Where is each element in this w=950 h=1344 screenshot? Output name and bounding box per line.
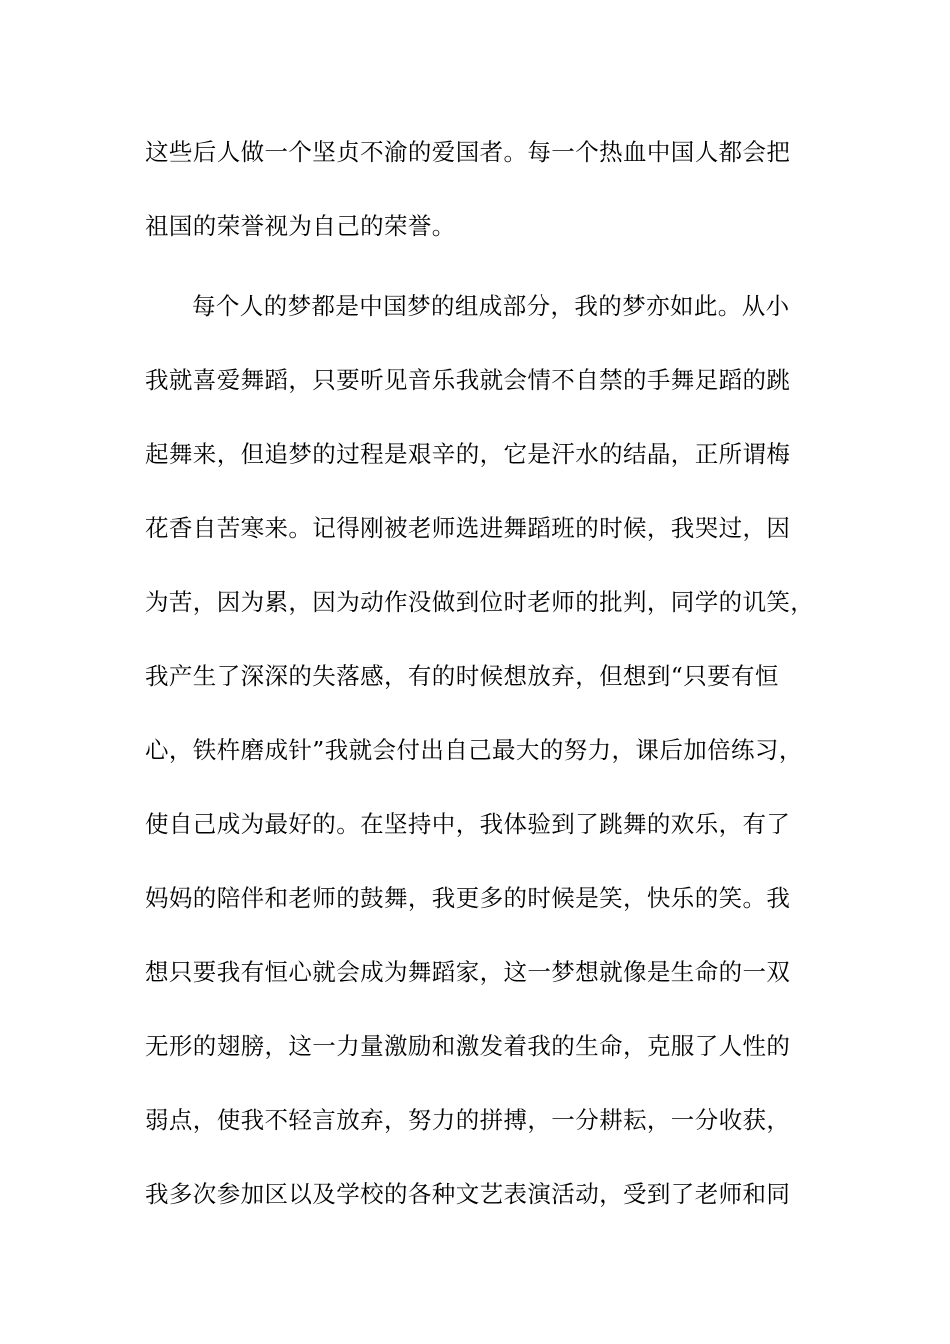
text-line-2: 祖国的荣誉视为自己的荣誉。 [145, 212, 456, 240]
paragraph-start-line: 每个人的梦都是中国梦的组成部分，我的梦亦如此。从小 [192, 292, 790, 320]
text-line-9: 心，铁杵磨成针”我就会付出自己最大的努力，课后加倍练习， [145, 736, 803, 764]
text-line-4: 我就喜爱舞蹈，只要听见音乐我就会情不自禁的手舞足蹈的跳 [145, 366, 791, 394]
text-line-6: 花香自苦寒来。记得刚被老师选进舞蹈班的时候，我哭过，因 [145, 514, 791, 542]
text-line-7: 为苦，因为累，因为动作没做到位时老师的批判，同学的讥笑， [145, 588, 815, 616]
text-line-5: 起舞来，但追梦的过程是艰辛的，它是汗水的结晶，正所谓梅 [145, 440, 791, 468]
text-line-1: 这些后人做一个坚贞不渝的爱国者。每一个热血中国人都会把 [145, 138, 791, 166]
text-line-14: 弱点，使我不轻言放弃，努力的拼搏，一分耕耘，一分收获， [145, 1106, 791, 1134]
text-line-11: 妈妈的陪伴和老师的鼓舞，我更多的时候是笑，快乐的笑。我 [145, 884, 791, 912]
text-line-13: 无形的翅膀，这一力量激励和激发着我的生命，克服了人性的 [145, 1032, 791, 1060]
text-line-12: 想只要我有恒心就会成为舞蹈家，这一梦想就像是生命的一双 [145, 958, 791, 986]
text-line-10: 使自己成为最好的。在坚持中，我体验到了跳舞的欢乐，有了 [145, 810, 791, 838]
document-body [145, 128, 825, 1244]
text-line-15: 我多次参加区以及学校的各种文艺表演活动，受到了老师和同 [145, 1180, 791, 1208]
text-line-8: 我产生了深深的失落感，有的时候想放弃，但想到“只要有恒 [145, 662, 779, 690]
